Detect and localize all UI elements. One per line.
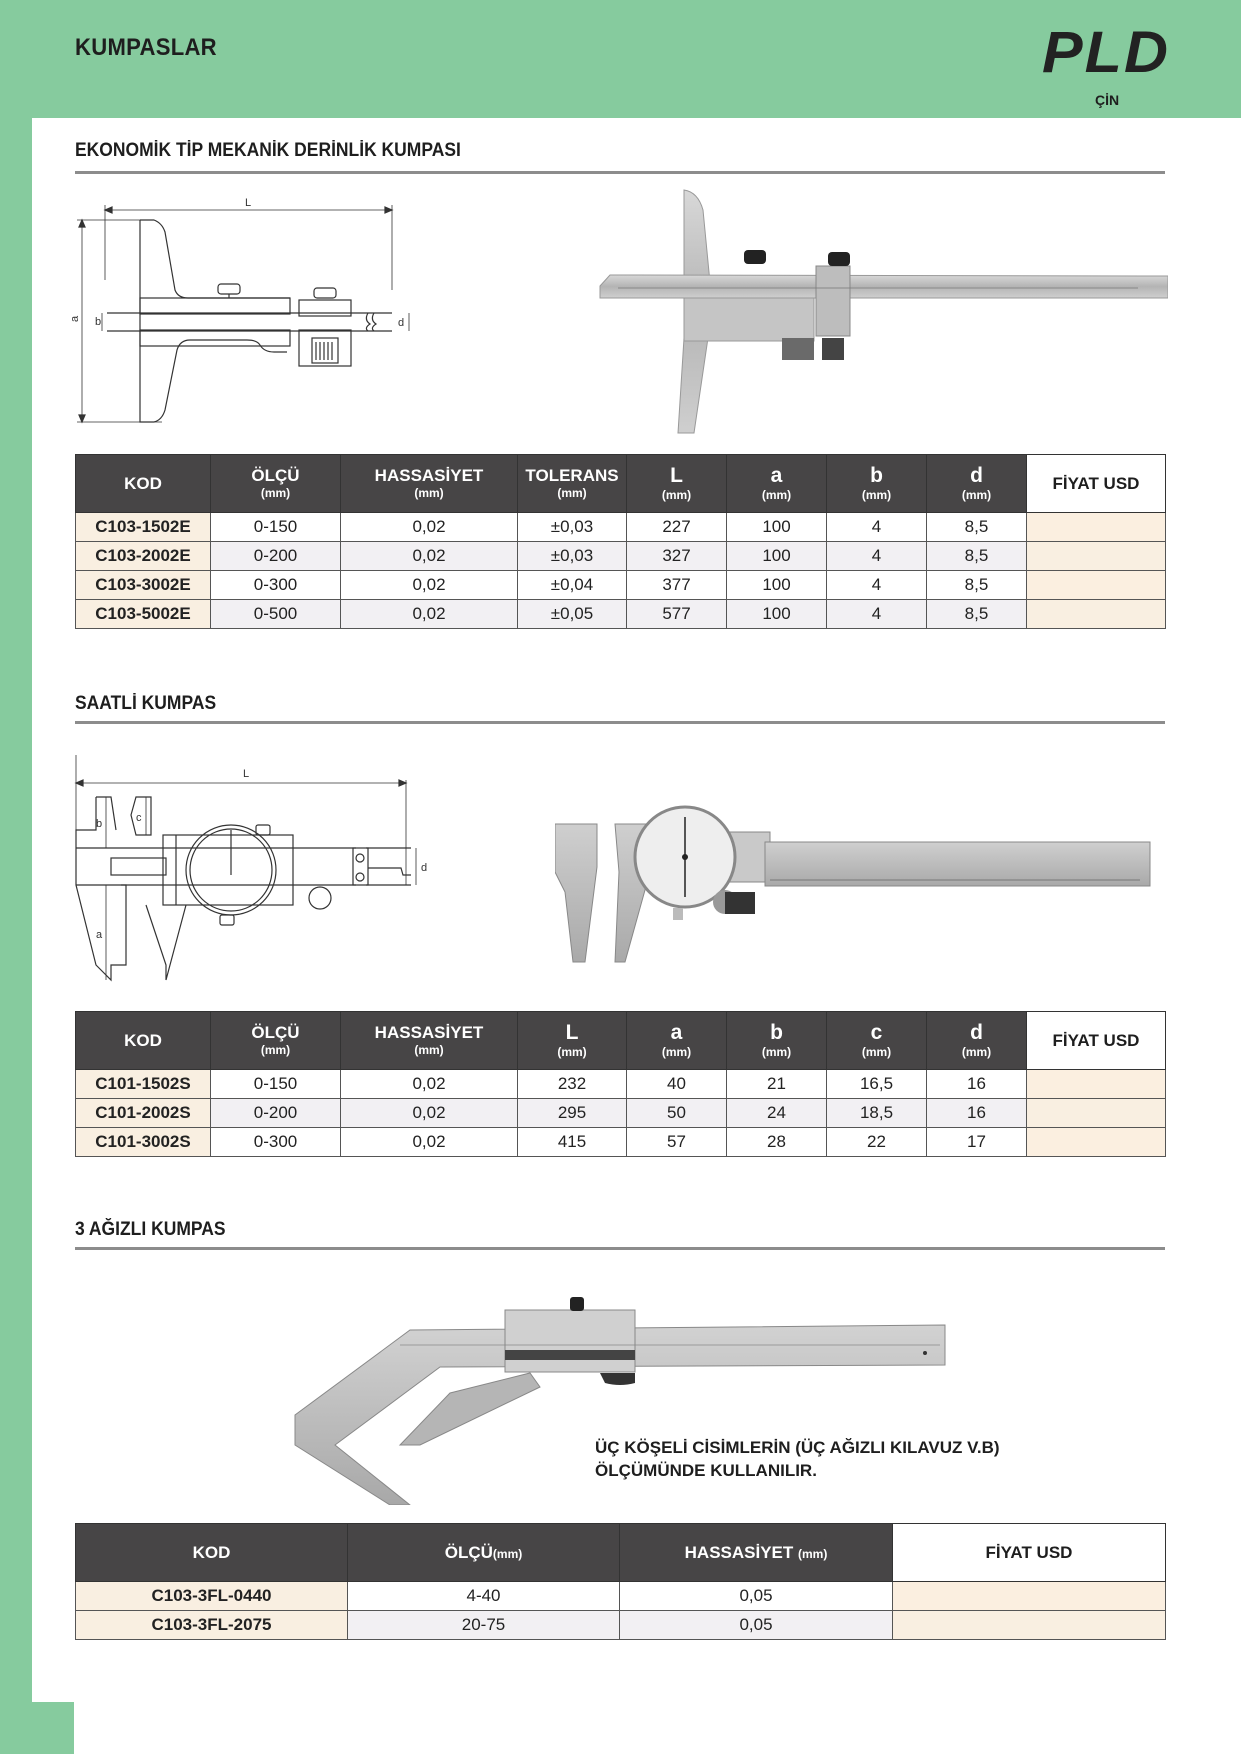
dial-caliper-photo [555,772,1165,967]
cell-precision: 0,02 [341,542,518,571]
depth-caliper-photo [598,188,1168,438]
cell-b: 4 [827,600,927,629]
cell-code: C103-5002E [76,600,211,629]
origin-label: ÇİN [1095,92,1120,108]
header-kod: KOD [76,455,211,513]
cell-precision: 0,02 [341,1070,518,1099]
cell-range: 0-200 [211,542,341,571]
cell-price [1027,513,1166,542]
dimension-label-c: c [136,812,142,824]
table-row [76,1128,1166,1157]
cell-d: 8,5 [927,600,1027,629]
dial-caliper-table [75,1011,1166,1157]
cell-L: 377 [627,571,727,600]
cell-b: 4 [827,513,927,542]
depth-caliper-diagram [62,190,422,435]
section-title-three-jaw-caliper: 3 AĞIZLI KUMPAS [75,1219,226,1240]
dimension-label-a: a [69,315,81,322]
table-row [76,1070,1166,1099]
cell-c: 16,5 [827,1070,927,1099]
table-row [76,1611,1166,1640]
table-row [76,542,1166,571]
header-hassasiyet: HASSASİYET (mm) [620,1524,893,1582]
header-a: a (mm) [627,1012,727,1070]
cell-a: 57 [627,1128,727,1157]
cell-range: 4-40 [348,1582,620,1611]
cell-precision: 0,02 [341,1099,518,1128]
cell-precision: 0,02 [341,513,518,542]
cell-tolerance: ±0,03 [518,513,627,542]
header-L: L (mm) [518,1012,627,1070]
dimension-label-L: L [245,197,252,209]
table-row [76,1099,1166,1128]
cell-price [1027,571,1166,600]
cell-d: 17 [927,1128,1027,1157]
page-corner-tab [0,1702,74,1754]
header-olcu: ÖLÇÜ (mm) [211,455,341,513]
cell-range: 0-150 [211,1070,341,1099]
header-a: a (mm) [727,455,827,513]
cell-a: 100 [727,513,827,542]
table-row [76,600,1166,629]
cell-price [1027,1099,1166,1128]
dimension-label-b: b [96,818,103,830]
section-title-dial-caliper: SAATLİ KUMPAS [75,693,217,714]
cell-b: 28 [727,1128,827,1157]
cell-a: 50 [627,1099,727,1128]
cell-code: C103-3FL-2075 [76,1611,348,1640]
dimension-label-a: a [96,929,103,941]
header-hassasiyet: HASSASİYET (mm) [341,1012,518,1070]
header-d: d (mm) [927,455,1027,513]
header-price: FİYAT USD [893,1524,1166,1582]
cell-c: 22 [827,1128,927,1157]
dimension-label-L: L [243,768,250,780]
dial-caliper-diagram [66,755,476,990]
section-divider [75,171,1165,174]
section-divider [75,1247,1165,1250]
cell-code: C103-2002E [76,542,211,571]
header-d: d (mm) [927,1012,1027,1070]
table-row [76,571,1166,600]
cell-L: 232 [518,1070,627,1099]
cell-d: 16 [927,1099,1027,1128]
cell-L: 327 [627,542,727,571]
cell-L: 577 [627,600,727,629]
cell-price [1027,1070,1166,1099]
header-price: FİYAT USD [1027,455,1166,513]
cell-precision: 0,02 [341,571,518,600]
cell-b: 4 [827,542,927,571]
cell-price [893,1582,1166,1611]
header-olcu: ÖLÇÜ(mm) [348,1524,620,1582]
cell-price [1027,600,1166,629]
cell-range: 0-200 [211,1099,341,1128]
cell-b: 4 [827,571,927,600]
cell-tolerance: ±0,04 [518,571,627,600]
cell-precision: 0,05 [620,1582,893,1611]
cell-L: 295 [518,1099,627,1128]
dimension-label-d: d [421,862,428,874]
cell-range: 20-75 [348,1611,620,1640]
cell-d: 16 [927,1070,1027,1099]
note-line-1: ÜÇ KÖŞELİ CİSİMLERİN (ÜÇ AĞIZLI KILAVUZ V.B) [595,1438,1000,1457]
cell-price [1027,542,1166,571]
cell-d: 8,5 [927,542,1027,571]
cell-code: C101-2002S [76,1099,211,1128]
cell-code: C101-1502S [76,1070,211,1099]
cell-a: 100 [727,571,827,600]
cell-range: 0-300 [211,1128,341,1157]
cell-a: 100 [727,600,827,629]
cell-d: 8,5 [927,513,1027,542]
cell-a: 100 [727,542,827,571]
header-b: b (mm) [727,1012,827,1070]
section-divider [75,721,1165,724]
table-row [76,513,1166,542]
cell-L: 227 [627,513,727,542]
cell-L: 415 [518,1128,627,1157]
header-hassasiyet: HASSASİYET (mm) [341,455,518,513]
left-margin-band [0,0,32,1754]
header-kod: KOD [76,1524,348,1582]
cell-a: 40 [627,1070,727,1099]
section-title-depth-caliper: EKONOMİK TİP MEKANİK DERİNLİK KUMPASI [75,140,461,161]
note-line-2: ÖLÇÜMÜNDE KULLANILIR. [595,1461,817,1480]
header-tolerans: TOLERANS (mm) [518,455,627,513]
cell-range: 0-500 [211,600,341,629]
dimension-label-b: b [95,316,102,328]
cell-precision: 0,05 [620,1611,893,1640]
cell-price [1027,1128,1166,1157]
header-price: FİYAT USD [1027,1012,1166,1070]
brand-logo: PLD [1041,20,1171,85]
three-jaw-caliper-table [75,1523,1166,1640]
cell-range: 0-150 [211,513,341,542]
cell-code: C101-3002S [76,1128,211,1157]
header-b: b (mm) [827,455,927,513]
cell-tolerance: ±0,03 [518,542,627,571]
cell-code: C103-3FL-0440 [76,1582,348,1611]
table-header-row [76,1524,1166,1582]
cell-precision: 0,02 [341,600,518,629]
cell-tolerance: ±0,05 [518,600,627,629]
header-olcu: ÖLÇÜ (mm) [211,1012,341,1070]
header-kod: KOD [76,1012,211,1070]
cell-code: C103-3002E [76,571,211,600]
table-row [76,1582,1166,1611]
cell-b: 21 [727,1070,827,1099]
header-L: L (mm) [627,455,727,513]
depth-caliper-table [75,454,1166,629]
cell-range: 0-300 [211,571,341,600]
cell-precision: 0,02 [341,1128,518,1157]
table-header-row [76,455,1166,513]
cell-price [893,1611,1166,1640]
cell-d: 8,5 [927,571,1027,600]
cell-c: 18,5 [827,1099,927,1128]
cell-b: 24 [727,1099,827,1128]
three-jaw-usage-note [595,1436,1000,1482]
table-header-row [76,1012,1166,1070]
header-c: c (mm) [827,1012,927,1070]
dimension-label-d: d [398,317,405,329]
page-title: KUMPASLAR [75,34,217,61]
cell-code: C103-1502E [76,513,211,542]
